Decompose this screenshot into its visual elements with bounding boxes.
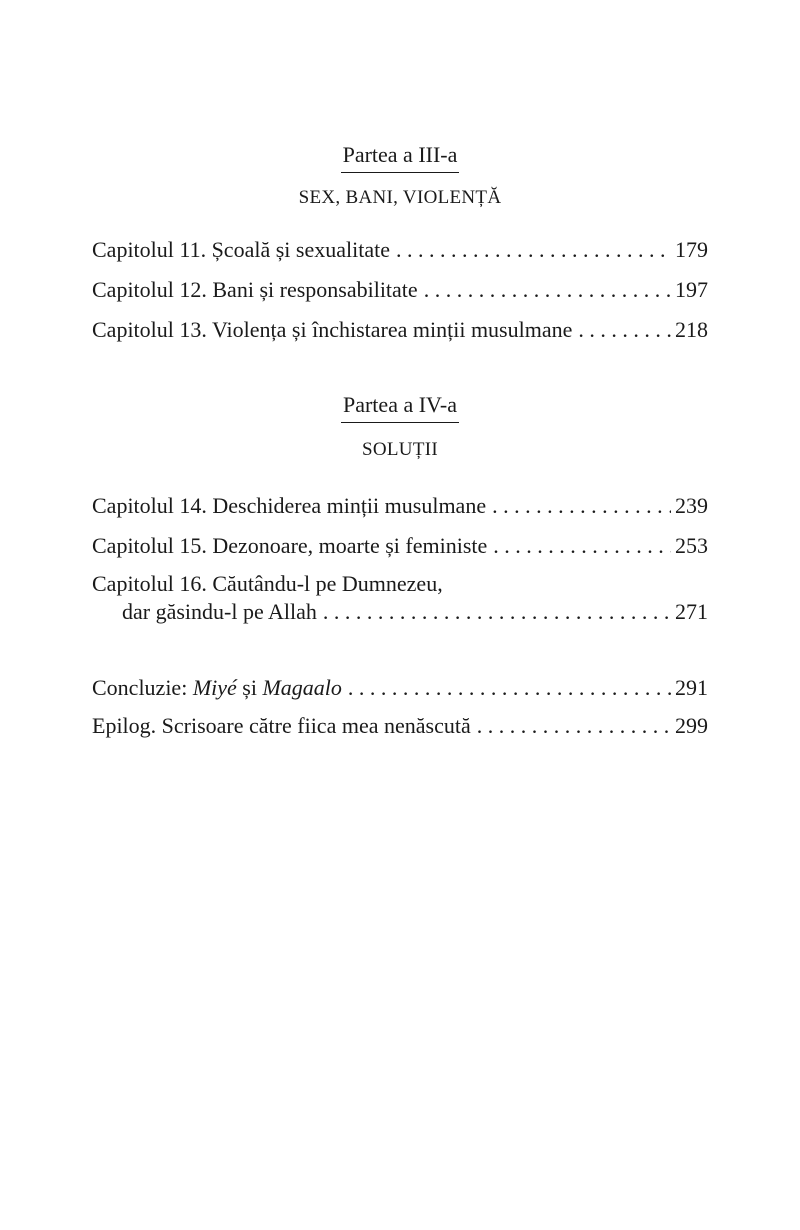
toc-entry-title: Epilog. Scrisoare către fiica mea nenăscută bbox=[92, 713, 471, 738]
part-3-title: SEX, BANI, VIOLENȚĂ bbox=[298, 187, 502, 208]
toc-entry-chapter-12[interactable] bbox=[92, 276, 708, 304]
toc-entry-conclusion[interactable] bbox=[92, 674, 708, 702]
dot-leader bbox=[578, 316, 671, 344]
dot-leader bbox=[323, 598, 671, 626]
conclusion-italic-magaalo: Magaalo bbox=[262, 675, 342, 700]
toc-entry-title: Capitolul 14. Deschiderea minții musulmane bbox=[92, 493, 487, 518]
toc-entry-page: 299 bbox=[675, 713, 708, 738]
dot-leader bbox=[477, 712, 671, 740]
dot-leader bbox=[396, 236, 671, 264]
conclusion-italic-miye: Miyé bbox=[192, 675, 237, 700]
part-3-heading-label: Partea a III-a bbox=[341, 142, 460, 173]
part-4-title: SOLUȚII bbox=[362, 439, 438, 460]
toc-entry-chapter-13[interactable] bbox=[92, 316, 708, 344]
toc-entry-title bbox=[92, 674, 342, 702]
toc-entry-chapter-15[interactable] bbox=[92, 532, 708, 560]
conclusion-prefix: Concluzie: bbox=[92, 675, 193, 700]
toc-entry-title: Capitolul 11. Școală și sexualitate bbox=[92, 237, 390, 262]
conclusion-middle: și bbox=[236, 675, 263, 700]
toc-entry-chapter-14[interactable] bbox=[92, 492, 708, 520]
part-4-heading bbox=[0, 392, 800, 423]
toc-entry-title: Capitolul 12. Bani și responsabilitate bbox=[92, 277, 418, 302]
dot-leader bbox=[348, 674, 671, 702]
toc-entry-page: 197 bbox=[675, 277, 708, 302]
dot-leader bbox=[424, 276, 671, 304]
toc-entry-page: 271 bbox=[675, 599, 708, 624]
toc-entry-chapter-16[interactable] bbox=[92, 570, 708, 626]
toc-entry-epilogue[interactable] bbox=[92, 712, 708, 740]
toc-entry-page: 218 bbox=[675, 317, 708, 342]
toc-entry-title-line-2: dar găsindu-l pe Allah bbox=[122, 599, 317, 624]
toc-entry-page: 291 bbox=[675, 675, 708, 700]
toc-entry-title: Capitolul 13. Violența și închistarea minții musulmane bbox=[92, 317, 573, 342]
dot-leader bbox=[493, 532, 671, 560]
dot-leader bbox=[492, 492, 671, 520]
part-3-heading bbox=[0, 142, 800, 173]
toc-entry-page: 239 bbox=[675, 493, 708, 518]
toc-entry-page: 253 bbox=[675, 533, 708, 558]
toc-entry-title: Capitolul 15. Dezonoare, moarte și feministe bbox=[92, 533, 488, 558]
toc-entry-title-line-1: Capitolul 16. Căutându-l pe Dumnezeu, bbox=[92, 571, 443, 596]
toc-entry-page: 179 bbox=[675, 237, 708, 262]
part-4-heading-label: Partea a IV-a bbox=[341, 392, 459, 423]
toc-entry-chapter-11[interactable] bbox=[92, 236, 708, 264]
